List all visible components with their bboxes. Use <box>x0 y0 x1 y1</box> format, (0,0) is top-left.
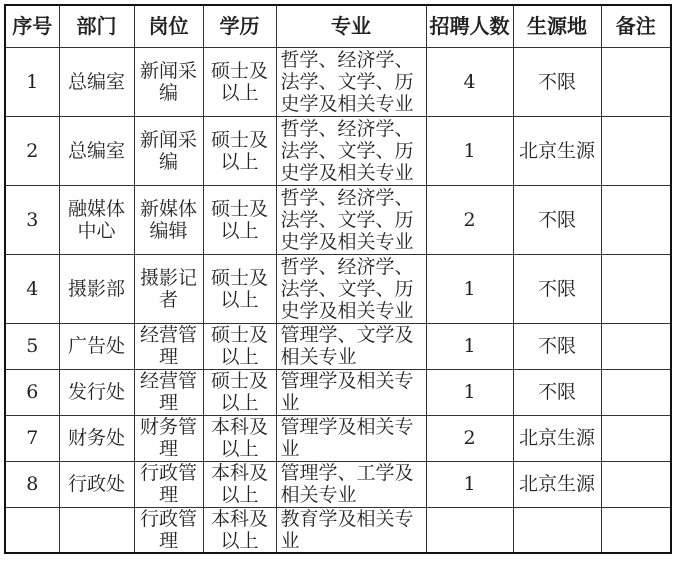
cell-major: 管理学、文学及相关专业 <box>276 323 426 369</box>
cell-edu: 硕士及以上 <box>203 47 276 116</box>
cell-note <box>601 461 671 507</box>
cell-post: 财务管理 <box>134 415 203 461</box>
cell-no: 3 <box>5 185 59 254</box>
cell-count: 1 <box>426 461 513 507</box>
cell-origin: 北京生源 <box>513 116 601 185</box>
cell-major: 管理学及相关专业 <box>276 369 426 415</box>
cell-no: 8 <box>5 461 59 507</box>
table-row <box>5 323 671 369</box>
cell-edu: 本科及以上 <box>203 507 276 553</box>
table-row <box>5 47 671 116</box>
cell-origin: 不限 <box>513 47 601 116</box>
cell-count: 1 <box>426 323 513 369</box>
cell-count: 1 <box>426 116 513 185</box>
cell-no: 7 <box>5 415 59 461</box>
cell-post: 摄影记者 <box>134 254 203 323</box>
cell-major: 哲学、经济学、法学、文学、历史学及相关专业 <box>276 47 426 116</box>
cell-edu: 本科及以上 <box>203 461 276 507</box>
table-row <box>5 254 671 323</box>
cell-dept: 广告处 <box>59 323 134 369</box>
cell-count: 1 <box>426 254 513 323</box>
cell-edu: 本科及以上 <box>203 415 276 461</box>
cell-major: 管理学、工学及相关专业 <box>276 461 426 507</box>
cell-edu: 硕士及以上 <box>203 116 276 185</box>
header-count: 招聘人数 <box>426 5 513 47</box>
cell-note <box>601 47 671 116</box>
cell-dept: 总编室 <box>59 47 134 116</box>
header-note: 备注 <box>601 5 671 47</box>
cell-post: 新闻采编 <box>134 116 203 185</box>
cell-dept: 总编室 <box>59 116 134 185</box>
cell-post: 行政管理 <box>134 507 203 553</box>
header-edu: 学历 <box>203 5 276 47</box>
cell-origin <box>513 507 601 553</box>
cell-note <box>601 507 671 553</box>
header-no: 序号 <box>5 5 59 47</box>
cell-dept: 摄影部 <box>59 254 134 323</box>
table-row <box>5 461 671 507</box>
cell-edu: 硕士及以上 <box>203 185 276 254</box>
cell-note <box>601 254 671 323</box>
cell-major: 哲学、经济学、法学、文学、历史学及相关专业 <box>276 185 426 254</box>
cell-post: 行政管理 <box>134 461 203 507</box>
cell-origin: 不限 <box>513 185 601 254</box>
header-major: 专业 <box>276 5 426 47</box>
cell-major: 哲学、经济学、法学、文学、历史学及相关专业 <box>276 116 426 185</box>
cell-count <box>426 507 513 553</box>
cell-no: 4 <box>5 254 59 323</box>
table-row <box>5 369 671 415</box>
header-origin: 生源地 <box>513 5 601 47</box>
cell-count: 2 <box>426 185 513 254</box>
cell-dept: 行政处 <box>59 461 134 507</box>
cell-major: 哲学、经济学、法学、文学、历史学及相关专业 <box>276 254 426 323</box>
cell-post: 新媒体编辑 <box>134 185 203 254</box>
table-row <box>5 415 671 461</box>
cell-no: 6 <box>5 369 59 415</box>
header-row <box>5 5 671 47</box>
cell-count: 1 <box>426 369 513 415</box>
header-post: 岗位 <box>134 5 203 47</box>
cell-post: 经营管理 <box>134 369 203 415</box>
cell-note <box>601 369 671 415</box>
cell-post: 经营管理 <box>134 323 203 369</box>
cell-origin: 不限 <box>513 254 601 323</box>
cell-dept: 财务处 <box>59 415 134 461</box>
cell-origin: 不限 <box>513 323 601 369</box>
cell-note <box>601 185 671 254</box>
cell-no <box>5 507 59 553</box>
cell-no: 5 <box>5 323 59 369</box>
cell-note <box>601 323 671 369</box>
cell-origin: 不限 <box>513 369 601 415</box>
cell-origin: 北京生源 <box>513 415 601 461</box>
cell-origin: 北京生源 <box>513 461 601 507</box>
cell-dept: 发行处 <box>59 369 134 415</box>
cell-major: 教育学及相关专业 <box>276 507 426 553</box>
table-row <box>5 507 671 553</box>
cell-edu: 硕士及以上 <box>203 369 276 415</box>
table-row <box>5 116 671 185</box>
cell-major: 管理学及相关专业 <box>276 415 426 461</box>
cell-edu: 硕士及以上 <box>203 323 276 369</box>
cell-count: 2 <box>426 415 513 461</box>
cell-edu: 硕士及以上 <box>203 254 276 323</box>
table-row <box>5 185 671 254</box>
recruitment-table <box>4 4 672 554</box>
cell-note <box>601 415 671 461</box>
cell-note <box>601 116 671 185</box>
cell-no: 2 <box>5 116 59 185</box>
cell-dept <box>59 507 134 553</box>
cell-count: 4 <box>426 47 513 116</box>
header-dept: 部门 <box>59 5 134 47</box>
cell-no: 1 <box>5 47 59 116</box>
cell-dept: 融媒体中心 <box>59 185 134 254</box>
cell-post: 新闻采编 <box>134 47 203 116</box>
